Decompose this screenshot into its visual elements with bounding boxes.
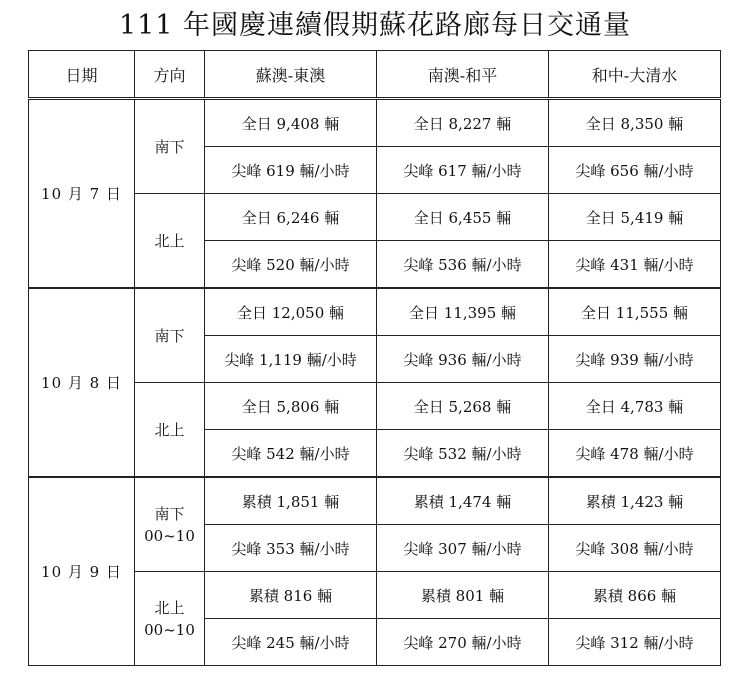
- value-cell: 累積 816 輛: [205, 572, 377, 619]
- table-row: [29, 99, 721, 147]
- value-cell: 累積 801 輛: [377, 572, 549, 619]
- date-cell: 10 月 8 日: [29, 288, 135, 477]
- value-cell: 全日 5,268 輛: [377, 383, 549, 430]
- value-cell: 尖峰 520 輛/小時: [205, 241, 377, 289]
- value-cell: 全日 6,455 輛: [377, 194, 549, 241]
- direction-label: 北上: [154, 420, 185, 439]
- value-cell: 全日 8,227 輛: [377, 99, 549, 147]
- direction-cell: [135, 572, 205, 666]
- direction-label: 北上: [154, 231, 185, 250]
- direction-label: 南下: [154, 504, 185, 523]
- page-title: 111 年國慶連續假期蘇花路廊每日交通量: [118, 10, 632, 41]
- table-row: [29, 477, 721, 525]
- header-date: 日期: [29, 51, 135, 99]
- header-section-suao-dongao: 蘇澳-東澳: [205, 51, 377, 99]
- header-section-hezhong-daqingshui: 和中-大清水: [549, 51, 721, 99]
- direction-cell: [135, 477, 205, 572]
- table-row: [29, 288, 721, 336]
- value-cell: 尖峰 308 輛/小時: [549, 525, 721, 572]
- table-header-row: [29, 51, 721, 99]
- direction-cell: [135, 288, 205, 383]
- direction-cell: [135, 383, 205, 478]
- value-cell: 累積 1,423 輛: [549, 477, 721, 525]
- traffic-volume-table: [28, 50, 721, 666]
- value-cell: 尖峰 532 輛/小時: [377, 430, 549, 478]
- value-cell: 尖峰 617 輛/小時: [377, 147, 549, 194]
- value-cell: 尖峰 936 輛/小時: [377, 336, 549, 383]
- value-cell: 尖峰 939 輛/小時: [549, 336, 721, 383]
- direction-label: 北上: [154, 598, 185, 617]
- header-section-nanao-heping: 南澳-和平: [377, 51, 549, 99]
- value-cell: 累積 1,851 輛: [205, 477, 377, 525]
- value-cell: 尖峰 656 輛/小時: [549, 147, 721, 194]
- value-cell: 尖峰 619 輛/小時: [205, 147, 377, 194]
- value-cell: 尖峰 307 輛/小時: [377, 525, 549, 572]
- value-cell: 尖峰 431 輛/小時: [549, 241, 721, 289]
- value-cell: 尖峰 245 輛/小時: [205, 619, 377, 666]
- direction-time-range: 00~10: [144, 526, 195, 545]
- value-cell: 全日 12,050 輛: [205, 288, 377, 336]
- date-cell: 10 月 7 日: [29, 99, 135, 289]
- value-cell: 全日 11,555 輛: [549, 288, 721, 336]
- value-cell: 尖峰 1,119 輛/小時: [205, 336, 377, 383]
- header-direction: 方向: [135, 51, 205, 99]
- value-cell: 累積 1,474 輛: [377, 477, 549, 525]
- direction-cell: [135, 99, 205, 194]
- direction-label: 南下: [154, 137, 185, 156]
- value-cell: 尖峰 270 輛/小時: [377, 619, 549, 666]
- value-cell: 全日 9,408 輛: [205, 99, 377, 147]
- value-cell: 尖峰 353 輛/小時: [205, 525, 377, 572]
- value-cell: 全日 4,783 輛: [549, 383, 721, 430]
- value-cell: 尖峰 542 輛/小時: [205, 430, 377, 478]
- direction-cell: [135, 194, 205, 289]
- date-cell: 10 月 9 日: [29, 477, 135, 666]
- value-cell: 全日 8,350 輛: [549, 99, 721, 147]
- value-cell: 全日 11,395 輛: [377, 288, 549, 336]
- value-cell: 尖峰 312 輛/小時: [549, 619, 721, 666]
- value-cell: 累積 866 輛: [549, 572, 721, 619]
- direction-time-range: 00~10: [144, 620, 195, 639]
- value-cell: 全日 6,246 輛: [205, 194, 377, 241]
- value-cell: 尖峰 478 輛/小時: [549, 430, 721, 478]
- value-cell: 全日 5,806 輛: [205, 383, 377, 430]
- direction-label: 南下: [154, 326, 185, 345]
- value-cell: 全日 5,419 輛: [549, 194, 721, 241]
- value-cell: 尖峰 536 輛/小時: [377, 241, 549, 289]
